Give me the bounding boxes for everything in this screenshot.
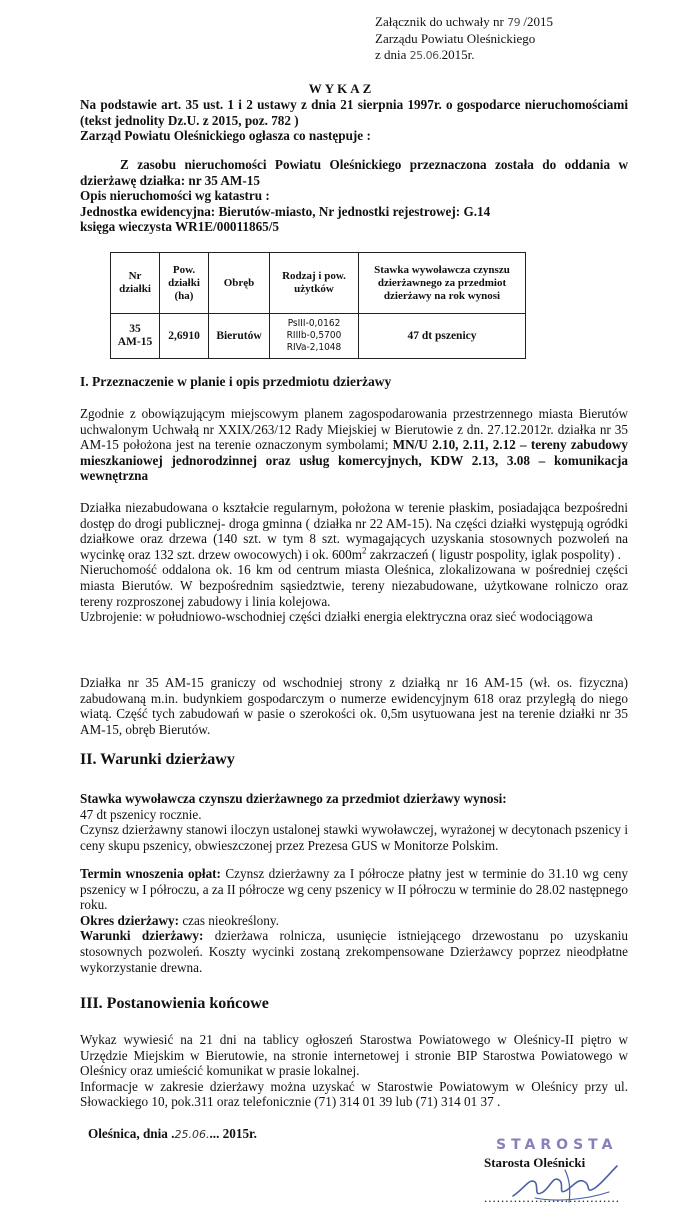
section-1-boundaries: Działka nr 35 AM-15 graniczy od wschodniej strony z działką nr 16 AM-15 (wł. os. fizyczna) zabudowaną m.in. budynkiem gospodarczym o numerze ewidencyjnym 618 oraz przyległą do niego wiatą. Część tych zabudowań w pasie o szerokości ok. 0,5m usytuowana jest na terenie działki nr 35 AM-15, obręb Bierutów. [80, 675, 628, 737]
land-use-item: PsIII-0,0162 [287, 318, 341, 329]
section-1-description [80, 500, 628, 625]
section-3-heading: III. Postanowienia końcowe [80, 995, 269, 1012]
cell-land-use [270, 314, 359, 359]
annex-header [375, 14, 675, 64]
table-row [111, 314, 526, 359]
cell-plot-nr [111, 314, 160, 359]
plot-nr-line2: AM-15 [117, 336, 153, 348]
header-plot-nr: Nr działki [111, 253, 160, 314]
section-2-terms [80, 866, 628, 975]
lease-conditions-label: Warunki dzierżawy: [80, 928, 204, 944]
property-lease-statement: Z zasobu nieruchomości Powiatu Oleśnickiego przeznaczona została do oddania w dzierżawę działka: nr 35 AM-15 [80, 157, 628, 188]
property-block [80, 157, 628, 235]
annex-label: Załącznik do uchwały nr [375, 14, 504, 29]
signature-line: ................................ [484, 1190, 620, 1205]
table-header-row [111, 253, 526, 314]
lease-conditions-text: dzierżawa rolnicza, usunięcie istniejącego drzewostanu po uzyskaniu stosownych pozwoleń. Koszty wycinki zostaną zrekompensowane Dzierżawcy poprzez nieodpłatne wykorzystanie drewna. [80, 928, 628, 975]
rent-heading: Stawka wywoławcza czynszu dzierżawnego za przedmiot dzierżawy wynosi: [80, 791, 507, 806]
document-title: WYKAZ [308, 81, 375, 96]
announcement-line: Zarząd Powiatu Oleśnickiego ogłasza co następuje : [80, 128, 371, 144]
header-rent-rate: Stawka wywoławcza czynszu dzierżawnego za przedmiot dzierżawy na rok wynosi [359, 253, 526, 314]
payment-terms [80, 866, 628, 913]
lease-period-text: czas nieokreślony. [179, 912, 279, 928]
payment-terms-text: Czynsz dzierżawny za I półrocze płatny jest w terminie do 31.10 wg ceny pszenicy w I półroczu, a za II półrocze wg ceny pszenicy w II półroczu w terminie do 28.02 następnego roku. [80, 866, 629, 913]
cadastre-unit: Jednostka ewidencyjna: Bierutów-miasto, Nr jednostki rejestrowej: G.14 [80, 203, 491, 219]
annex-number-handwritten: 79 [507, 16, 521, 29]
plot-utilities: Uzbrojenie: w południowo-wschodniej części działki energia elektryczna oraz sieć wodociągowa [80, 609, 593, 625]
date-year: ... 2015r. [209, 1126, 257, 1141]
plot-description-tail: zakrzaczeń ( ligustr pospolity, iglak pospolity) . [366, 546, 621, 562]
cell-precinct: Bierutów [209, 314, 270, 359]
cell-plot-area: 2,6910 [160, 314, 209, 359]
header-plot-area: Pow. działki (ha) [160, 253, 209, 314]
annex-year: /2015 [523, 14, 553, 29]
plan-symbols: MN/U 2.10, 2.11, 2.12 – tereny zabudowy mieszkaniowej jednorodzinnej oraz usług komercyjnych, KDW 2.13, 3.08 – komunikacja wewnętrzna [80, 437, 628, 484]
cadastre-heading: Opis nieruchomości wg katastru : [80, 188, 270, 204]
annex-date-label: z dnia [375, 47, 407, 62]
signatory-title: Starosta Oleśnicki [484, 1155, 586, 1170]
section-1-heading: I. Przeznaczenie w planie i opis przedmiotu dzierżawy [80, 374, 392, 389]
header-precinct: Obręb [209, 253, 270, 314]
date-handwritten: 25.06. [174, 1128, 210, 1141]
cell-rent-rate: 47 dt pszenicy [359, 314, 526, 359]
payment-terms-label: Termin wnoszenia opłat: [80, 866, 221, 881]
plan-text: Zgodnie z obowiązującym miejscowym planem zagospodarowania przestrzennego miasta Bierutów uchwalonym Uchwałą nr XXIX/263/12 Rady Miejskiej w Bierutowie z dn. 27.12.2012r. działka nr 35 AM-15 położona jest na terenie oznaczonym symbolami; [80, 406, 628, 453]
lease-conditions [80, 928, 628, 975]
land-use-item: RIIIb-0,5700 [286, 330, 342, 341]
section-2-rent [80, 791, 628, 853]
plot-table [110, 252, 526, 359]
posting-instruction: Wykaz wywiesić na 21 dni na tablicy ogłoszeń Starostwa Powiatowego w Oleśnicy-II piętro w Urzędzie Miejskim w Bierutowie, na stronie internetowej i stronie BIP Starostwa Powiatowego w Oleśnicy oraz umieścić komunikat w prasie lokalnej. [80, 1032, 628, 1079]
header-land-use: Rodzaj i pow. użytków [270, 253, 359, 314]
square-exponent: 2 [362, 545, 367, 556]
legal-basis: Na podstawie art. 35 ust. 1 i 2 ustawy z dnia 21 sierpnia 1997r. o gospodarce nieruchomościami (tekst jednolity Dz.U. z 2015, poz. 782 ) [80, 97, 628, 128]
land-register: księga wieczysta WR1E/00011865/5 [80, 219, 280, 235]
place-label: Oleśnica, dnia . [88, 1126, 175, 1141]
intro-block [80, 97, 628, 144]
plot-nr-line1: 35 [129, 323, 141, 335]
contact-info: Informacje w zakresie dzierżawy można uzyskać w Starostwie Powiatowym w Oleśnicy przy ul. Słowackiego 10, pok.311 oraz telefonicznie (71) 314 01 39 lub (71) 314 01 37 . [80, 1078, 628, 1110]
rent-description: Czynsz dzierżawny stanowi iloczyn ustalonej stawki wywoławczej, wyrażonej w decytonach pszenicy i ceny skupu pszenicy, obwieszczonej przez Prezesa GUS w Monitorze Polskim. [80, 822, 628, 853]
plot-description-text: Działka niezabudowana o kształcie regularnym, położona w terenie płaskim, posiadająca bezpośredni dostęp do drogi publicznej- droga gminna ( działka nr 22 AM-15). Na części działki występują ogródki działkowe oraz drzewa (140 szt. w tym 8 szt. wymagających uzyskania stosownych pozwoleń na wycinkę oraz 132 szt. drzew owocowych) i ok. 600m [80, 500, 628, 562]
rent-value: 47 dt pszenicy rocznie. [80, 806, 202, 822]
annex-date-year: 2015r. [441, 47, 475, 62]
plot-location: Nieruchomość oddalona ok. 16 km od centrum miasta Oleśnica, zlokalizowana w pośredniej części miasta Bierutów. W bezpośrednim sąsiedztwie, tereny niezabudowane, użytkowane rolniczo oraz tereny rozproszonej zabudowy i linia kolejowa. [80, 562, 628, 609]
annex-date-handwritten: 25.06. [409, 49, 442, 62]
section-3-body [80, 1032, 628, 1110]
plot-description [80, 500, 628, 562]
section-1-plan [80, 406, 628, 484]
lease-period [80, 913, 628, 929]
land-use-item: RIVa-2,1048 [286, 342, 342, 353]
place-and-date [88, 1126, 257, 1143]
annex-board: Zarządu Powiatu Oleśnickiego [375, 31, 536, 46]
section-2-heading: II. Warunki dzierżawy [80, 751, 235, 768]
lease-period-label: Okres dzierżawy: [80, 912, 180, 928]
annex-line-1 [375, 14, 675, 31]
annex-line-3 [375, 47, 675, 64]
office-stamp: STAROSTA [496, 1137, 618, 1153]
